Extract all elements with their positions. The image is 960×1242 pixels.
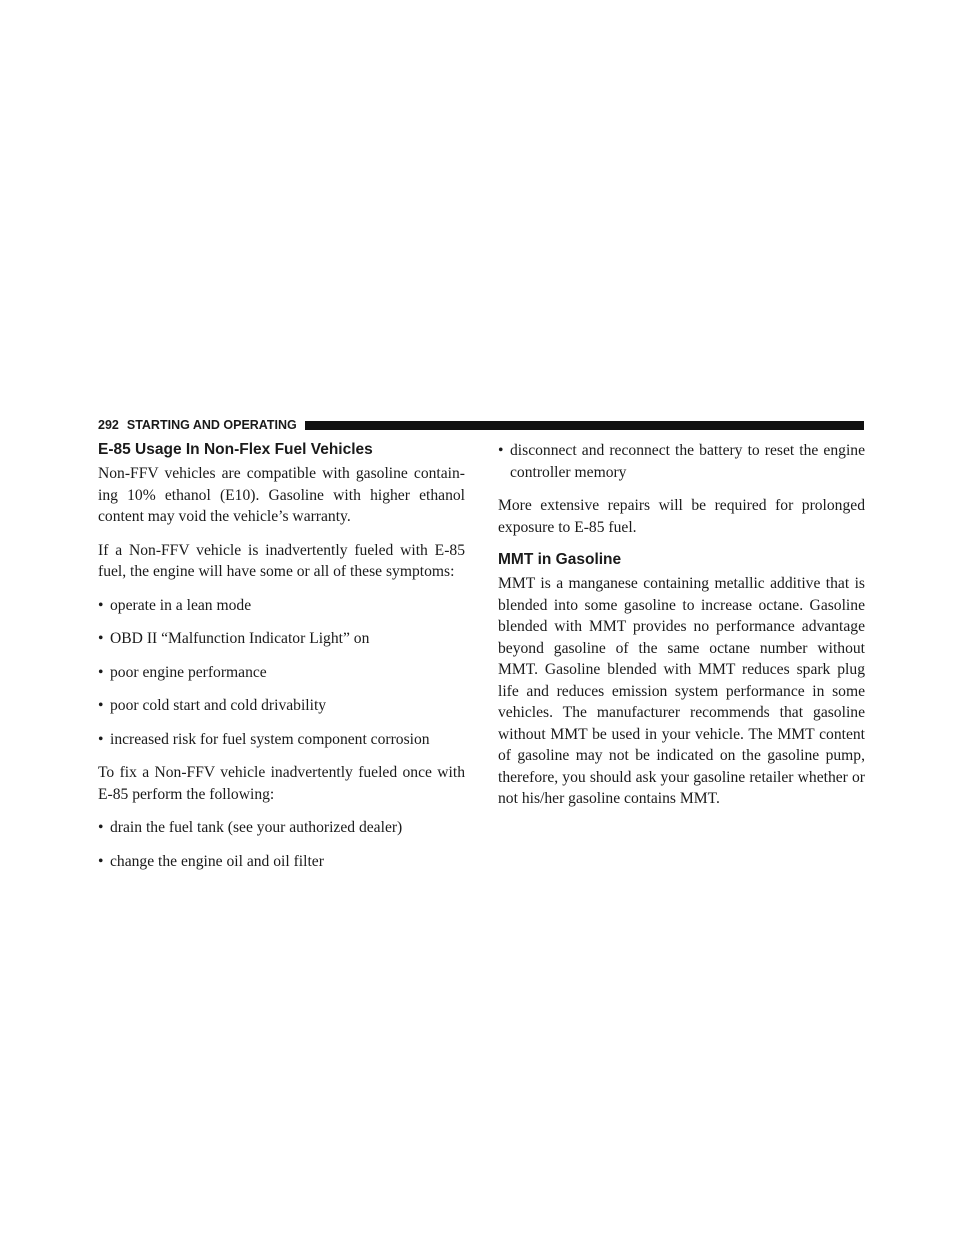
bullet-icon: •: [98, 630, 104, 647]
bullet-icon: •: [498, 442, 504, 459]
list-item: • drain the fuel tank (see your authorized dealer): [98, 817, 465, 839]
bullet-icon: •: [98, 596, 104, 614]
fix-list-continued: [498, 440, 865, 483]
page-number: 292: [98, 418, 119, 432]
list-item: • change the engine oil and oil filter: [98, 851, 465, 873]
list-item: • disconnect and reconnect the battery to reset the engine controller memory: [498, 442, 865, 481]
right-column: [498, 440, 865, 822]
fix-intro-paragraph: To fix a Non-FFV vehicle inadvertently fueled once with E-85 perform the following:: [98, 764, 465, 803]
mmt-heading: MMT in Gasoline: [498, 551, 622, 568]
left-column: [98, 440, 465, 884]
bullet-icon: •: [98, 730, 104, 748]
list-item: • operate in a lean mode: [98, 595, 465, 617]
bullet-icon: •: [98, 663, 104, 681]
list-item: • OBD II “Malfunction Indicator Light” on: [98, 628, 465, 650]
repairs-paragraph: More extensive repairs will be required for prolonged exposure to E-85 fuel.: [498, 497, 865, 536]
list-item: • increased risk for fuel system component corrosion: [98, 729, 465, 751]
list-item: • poor cold start and cold drivability: [98, 695, 465, 717]
symptoms-intro-paragraph: If a Non-FFV vehicle is inadvertently fueled with E-85 fuel, the engine will have some or all of these symptoms:: [98, 541, 465, 580]
fix-list: [98, 817, 465, 872]
compatibility-paragraph: Non-FFV vehicles are compatible with gasoline contain-ing 10% ethanol (E10). Gasoline with higher ethanol content may void the vehicle’s warranty.: [98, 465, 465, 525]
bullet-icon: •: [98, 697, 104, 714]
symptoms-list: [98, 595, 465, 751]
e85-heading: E-85 Usage In Non-Flex Fuel Vehicles: [98, 441, 373, 458]
bullet-icon: •: [98, 852, 104, 870]
header-rule: [305, 421, 864, 430]
page-header: [98, 418, 864, 432]
mmt-paragraph: MMT is a manganese containing metallic additive that is blended into some gasoline to increase octane. Gasoline blended with MMT provides no performance advantage beyond gasoline of the same octane number without MMT. Gasoline blended with MMT reduces spark plug life and reduces emission system performance in some vehicles. The manufacturer recommends that gasoline without MMT be used in your vehicle. The MMT content of gasoline may not be indicated on the gasoline pump, therefore, you should ask your gasoline retailer whether or not his/her gasoline contains MMT.: [498, 575, 865, 807]
bullet-icon: •: [98, 819, 104, 836]
section-title: STARTING AND OPERATING: [126, 418, 297, 432]
list-item: • poor engine performance: [98, 662, 465, 684]
